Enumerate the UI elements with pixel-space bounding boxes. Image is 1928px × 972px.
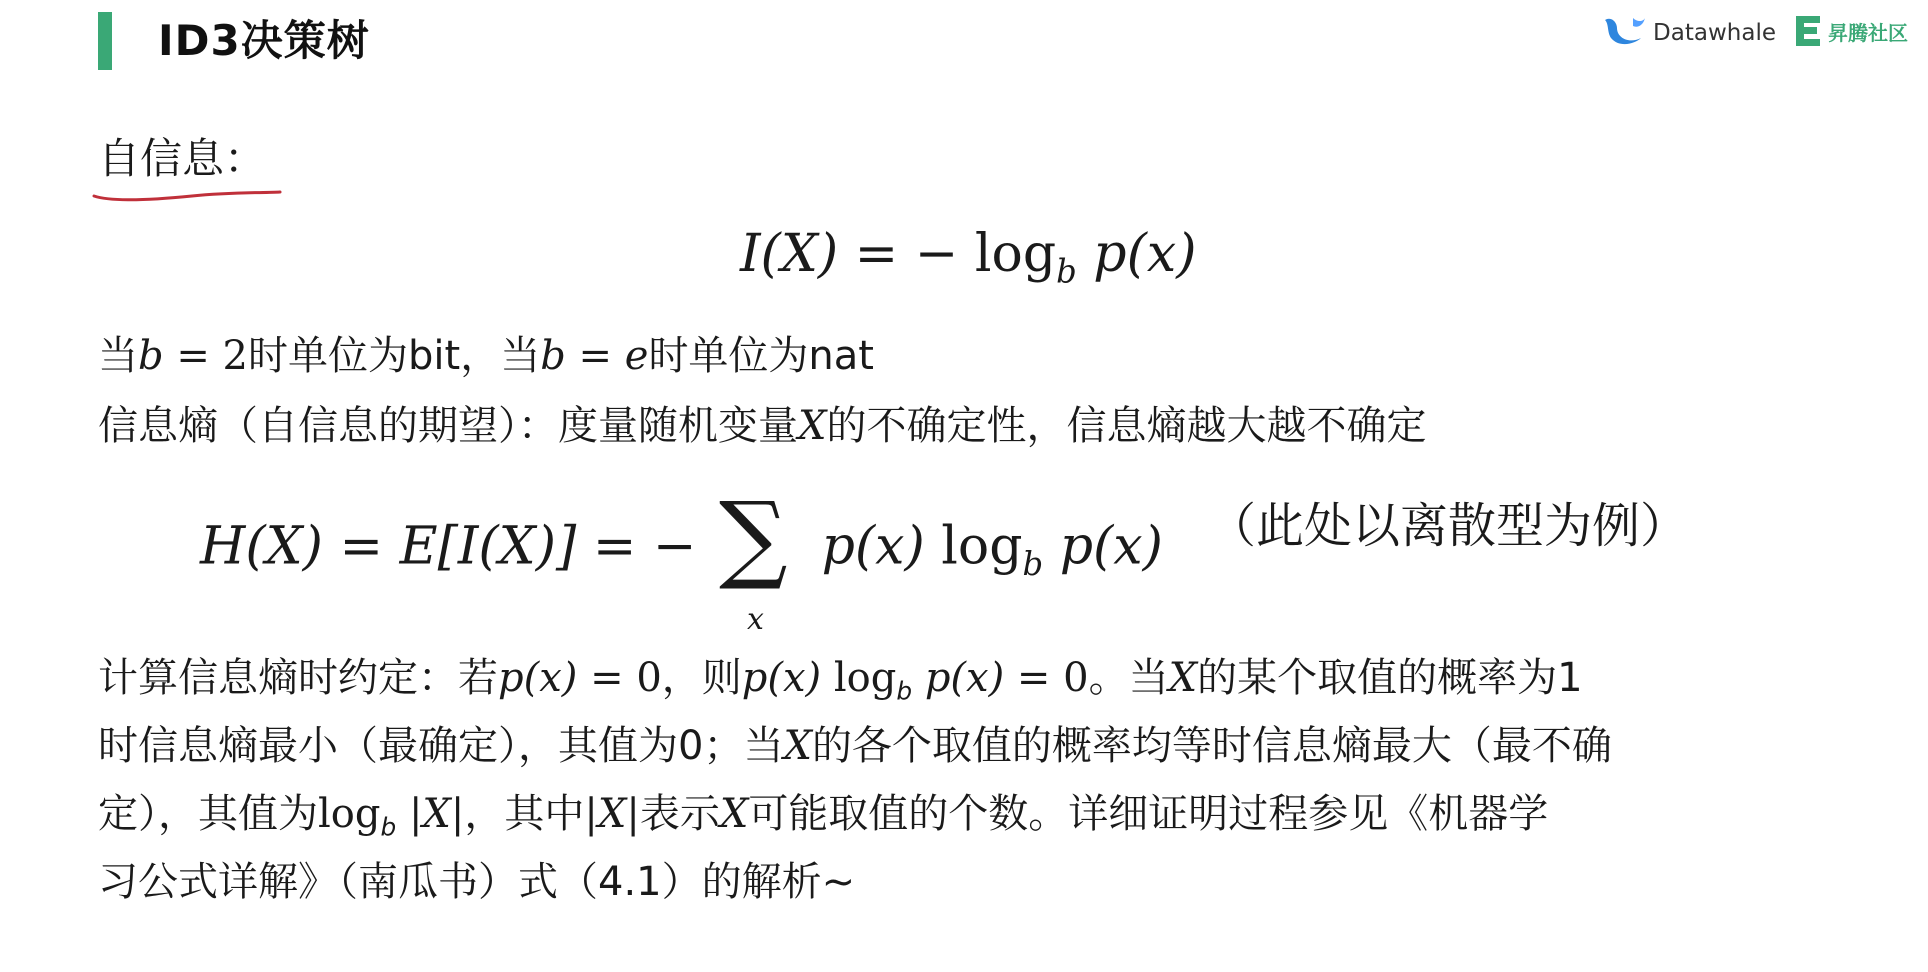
- unit-text-1: 当: [98, 333, 138, 379]
- para-1-log-base: b: [896, 676, 913, 706]
- eq1-log-base: b: [1056, 252, 1077, 291]
- self-information-equation: [740, 218, 1196, 307]
- para-3-log-base: b: [380, 812, 397, 842]
- eq2-expectation: E: [399, 516, 438, 577]
- unit-eq-2: =: [565, 333, 625, 379]
- para-2-text-a: 时信息熵最小（最确定），其值为0；当: [98, 723, 784, 769]
- title-accent-bar: [98, 12, 112, 70]
- para-3-X: X: [719, 791, 749, 837]
- sum-symbol: ∑: [719, 481, 788, 593]
- eq2-log-base: b: [1022, 544, 1044, 583]
- para-3-text-c: 表示: [639, 791, 720, 837]
- community-label: 昇腾社区: [1828, 21, 1908, 45]
- para-1-text-a: 计算信息熵时约定：若: [98, 655, 498, 701]
- para-1-eq0b: = 0: [1004, 655, 1089, 701]
- para-line-4: 习公式详解》（南瓜书）式（4.1）的解析~: [98, 859, 856, 905]
- para-1-log: log: [821, 655, 897, 701]
- eq2-lhs: H(X): [200, 516, 323, 577]
- para-1-px2: p(x): [741, 655, 822, 701]
- para-1-text-b: ，则: [661, 655, 742, 701]
- para-2-text-b: 的各个取值的概率均等时信息熵最大（最不确: [811, 723, 1612, 769]
- unit-line: [98, 328, 874, 384]
- para-1-px3: p(x): [912, 655, 1005, 701]
- slide-title: ID3决策树: [158, 16, 370, 65]
- sum-index: x: [747, 602, 764, 637]
- para-line-2: [98, 718, 1612, 774]
- unit-text-3: 时单位为nat: [648, 333, 874, 379]
- para-3-absX2: |X|: [584, 791, 640, 837]
- entropy-text-1: 信息熵（自信息的期望）：度量随机变量: [98, 403, 798, 449]
- para-line-3: [98, 786, 1548, 856]
- eq1-minus: −: [914, 224, 959, 284]
- eq1-lhs: I(X): [740, 224, 839, 284]
- logo-group: [1603, 10, 1908, 56]
- ascend-community-icon: [1794, 14, 1824, 52]
- para-3-text-d: 可能取值的个数。详细证明过程参见《机器学: [748, 791, 1549, 837]
- para-line-1: [98, 650, 1583, 720]
- discrete-note: （此处以离散型为例）: [1208, 498, 1689, 554]
- unit-eq-1: = 2: [163, 333, 249, 379]
- eq1-equals: =: [854, 224, 899, 284]
- para-1-X: X: [1168, 655, 1198, 701]
- eq2-inner: [I(X)]: [437, 516, 577, 577]
- entropy-definition-line: [98, 398, 1426, 454]
- unit-e: e: [624, 333, 649, 379]
- datawhale-label: Datawhale: [1653, 20, 1776, 46]
- unit-b-1: b: [138, 333, 164, 379]
- unit-text-2: 时单位为bit，当: [248, 333, 541, 379]
- para-3-absX: |X|: [396, 791, 465, 837]
- entropy-equation: [200, 481, 1163, 637]
- entropy-text-2: 的不确定性，信息熵越大越不确定: [826, 403, 1427, 449]
- sum-block: [719, 481, 799, 637]
- para-1-text-d: 的某个取值的概率为1: [1197, 655, 1583, 701]
- eq1-arg: p(x): [1093, 224, 1197, 284]
- whale-tail-icon: [1603, 14, 1647, 52]
- self-info-label: 自信息：: [98, 134, 267, 183]
- para-3-text-b: ，其中: [464, 791, 585, 837]
- entropy-X: X: [798, 403, 827, 449]
- para-3-text-a: 定），其值为: [98, 791, 318, 837]
- eq2-log: log: [941, 516, 1023, 577]
- eq2-arg: p(x): [1059, 516, 1163, 577]
- eq2-px: p(x): [821, 516, 925, 577]
- eq2-minus: −: [652, 516, 697, 577]
- community-logo: [1794, 14, 1908, 52]
- para-1-text-c: 。当: [1088, 655, 1169, 701]
- unit-b-2: b: [540, 333, 566, 379]
- eq2-equals-1: =: [339, 516, 384, 577]
- eq1-log: log: [974, 224, 1057, 284]
- para-1-px: p(x): [498, 655, 578, 701]
- datawhale-logo: [1603, 14, 1776, 52]
- eq2-equals-2: =: [592, 516, 637, 577]
- hand-underline: [92, 188, 292, 208]
- para-1-eq0: = 0: [577, 655, 662, 701]
- para-2-X: X: [783, 723, 812, 769]
- para-3-log: log: [318, 791, 381, 837]
